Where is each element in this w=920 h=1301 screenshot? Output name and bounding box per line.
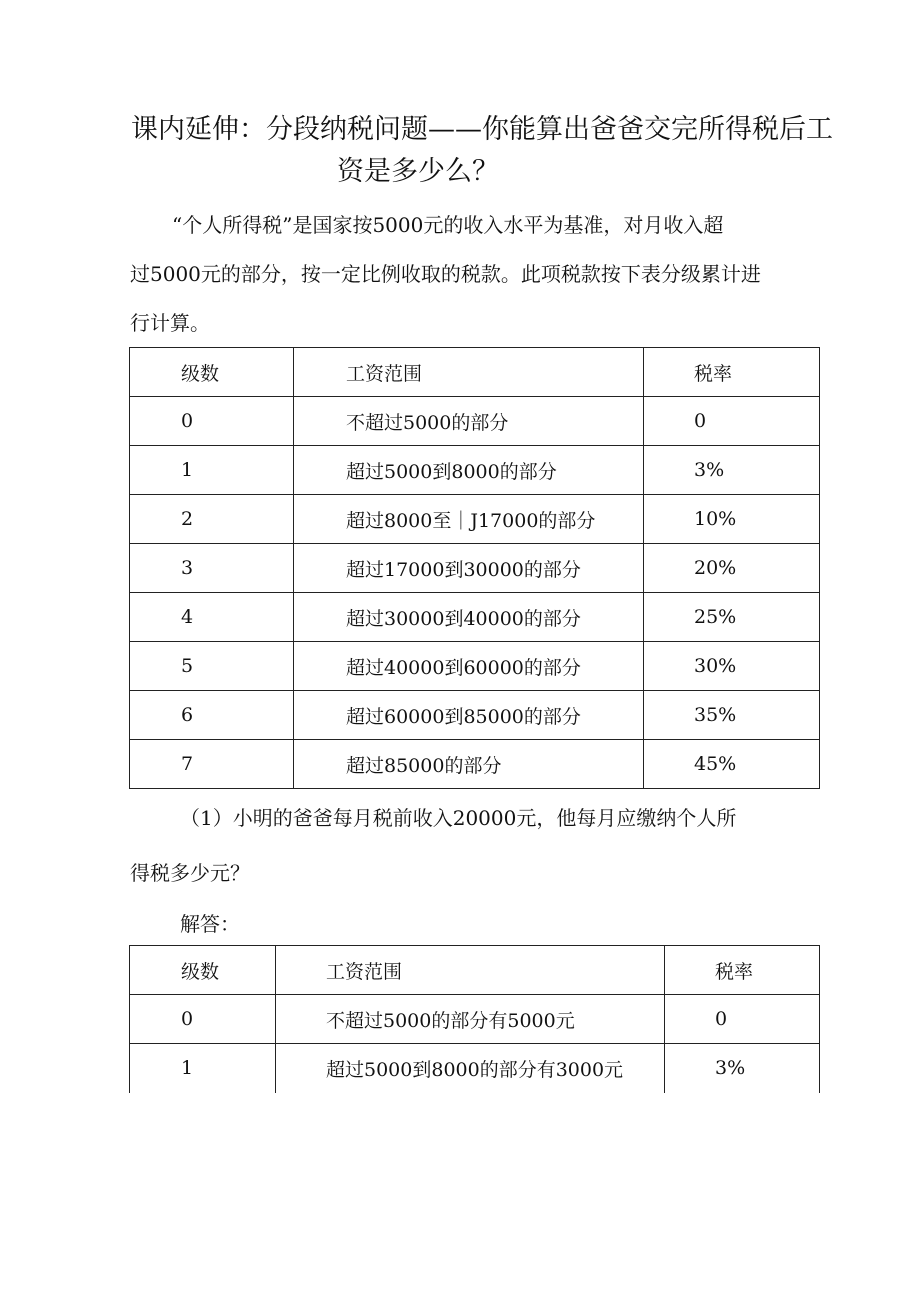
cell-level: 0 xyxy=(130,995,276,1044)
table-row xyxy=(130,740,820,789)
cell-range: 不超过5000的部分有5000元 xyxy=(276,995,665,1044)
header-salary-range: 工资范围 xyxy=(276,946,665,995)
table-row xyxy=(130,495,820,544)
tax-rate-table xyxy=(129,347,820,789)
table-row xyxy=(130,544,820,593)
cell-level: 0 xyxy=(130,397,294,446)
cell-rate: 0 xyxy=(665,995,820,1044)
table-row xyxy=(130,593,820,642)
table-header-row xyxy=(130,946,820,995)
cell-rate: 20% xyxy=(644,544,820,593)
table-header-row xyxy=(130,348,820,397)
cell-range: 超过60000到85000的部分 xyxy=(294,691,644,740)
cell-level: 7 xyxy=(130,740,294,789)
page-title-line-1: 课内延伸：分段纳税问题——你能算出爸爸交完所得税后工 xyxy=(131,114,833,145)
cell-level: 4 xyxy=(130,593,294,642)
header-level: 级数 xyxy=(130,348,294,397)
cell-rate: 0 xyxy=(644,397,820,446)
cell-range: 超过30000到40000的部分 xyxy=(294,593,644,642)
cell-level: 1 xyxy=(130,1044,276,1093)
table-row xyxy=(130,1044,820,1093)
cell-range: 超过5000到8000的部分 xyxy=(294,446,644,495)
header-level: 级数 xyxy=(130,946,276,995)
cell-rate: 3% xyxy=(665,1044,820,1093)
cell-level: 2 xyxy=(130,495,294,544)
cell-level: 5 xyxy=(130,642,294,691)
table-row xyxy=(130,691,820,740)
cell-range: 超过8000至｜J17000的部分 xyxy=(294,495,644,544)
intro-line-2: 过5000元的部分，按一定比例收取的税款。此项税款按下表分级累计进 xyxy=(130,262,761,286)
page-title-line-2: 资是多少么？ xyxy=(337,156,499,187)
answer-table xyxy=(129,945,820,1093)
answer-label: 解答： xyxy=(180,912,240,936)
cell-rate: 45% xyxy=(644,740,820,789)
question-line-2: 得税多少元？ xyxy=(130,861,250,885)
cell-level: 6 xyxy=(130,691,294,740)
cell-rate: 25% xyxy=(644,593,820,642)
table-row xyxy=(130,995,820,1044)
cell-level: 1 xyxy=(130,446,294,495)
table-row xyxy=(130,397,820,446)
intro-line-1: “个人所得税”是国家按5000元的收入水平为基准，对月收入超 xyxy=(172,213,724,237)
question-line-1: （1）小明的爸爸每月税前收入20000元，他每月应缴纳个人所 xyxy=(180,806,737,830)
header-tax-rate: 税率 xyxy=(644,348,820,397)
cell-level: 3 xyxy=(130,544,294,593)
cell-range: 超过17000到30000的部分 xyxy=(294,544,644,593)
cell-range: 超过5000到8000的部分有3000元 xyxy=(276,1044,665,1093)
cell-range: 超过40000到60000的部分 xyxy=(294,642,644,691)
cell-rate: 35% xyxy=(644,691,820,740)
table-row xyxy=(130,642,820,691)
cell-rate: 30% xyxy=(644,642,820,691)
header-tax-rate: 税率 xyxy=(665,946,820,995)
cell-rate: 10% xyxy=(644,495,820,544)
cell-rate: 3% xyxy=(644,446,820,495)
header-salary-range: 工资范围 xyxy=(294,348,644,397)
cell-range: 不超过5000的部分 xyxy=(294,397,644,446)
intro-line-3: 行计算。 xyxy=(130,311,210,335)
table-row xyxy=(130,446,820,495)
cell-range: 超过85000的部分 xyxy=(294,740,644,789)
